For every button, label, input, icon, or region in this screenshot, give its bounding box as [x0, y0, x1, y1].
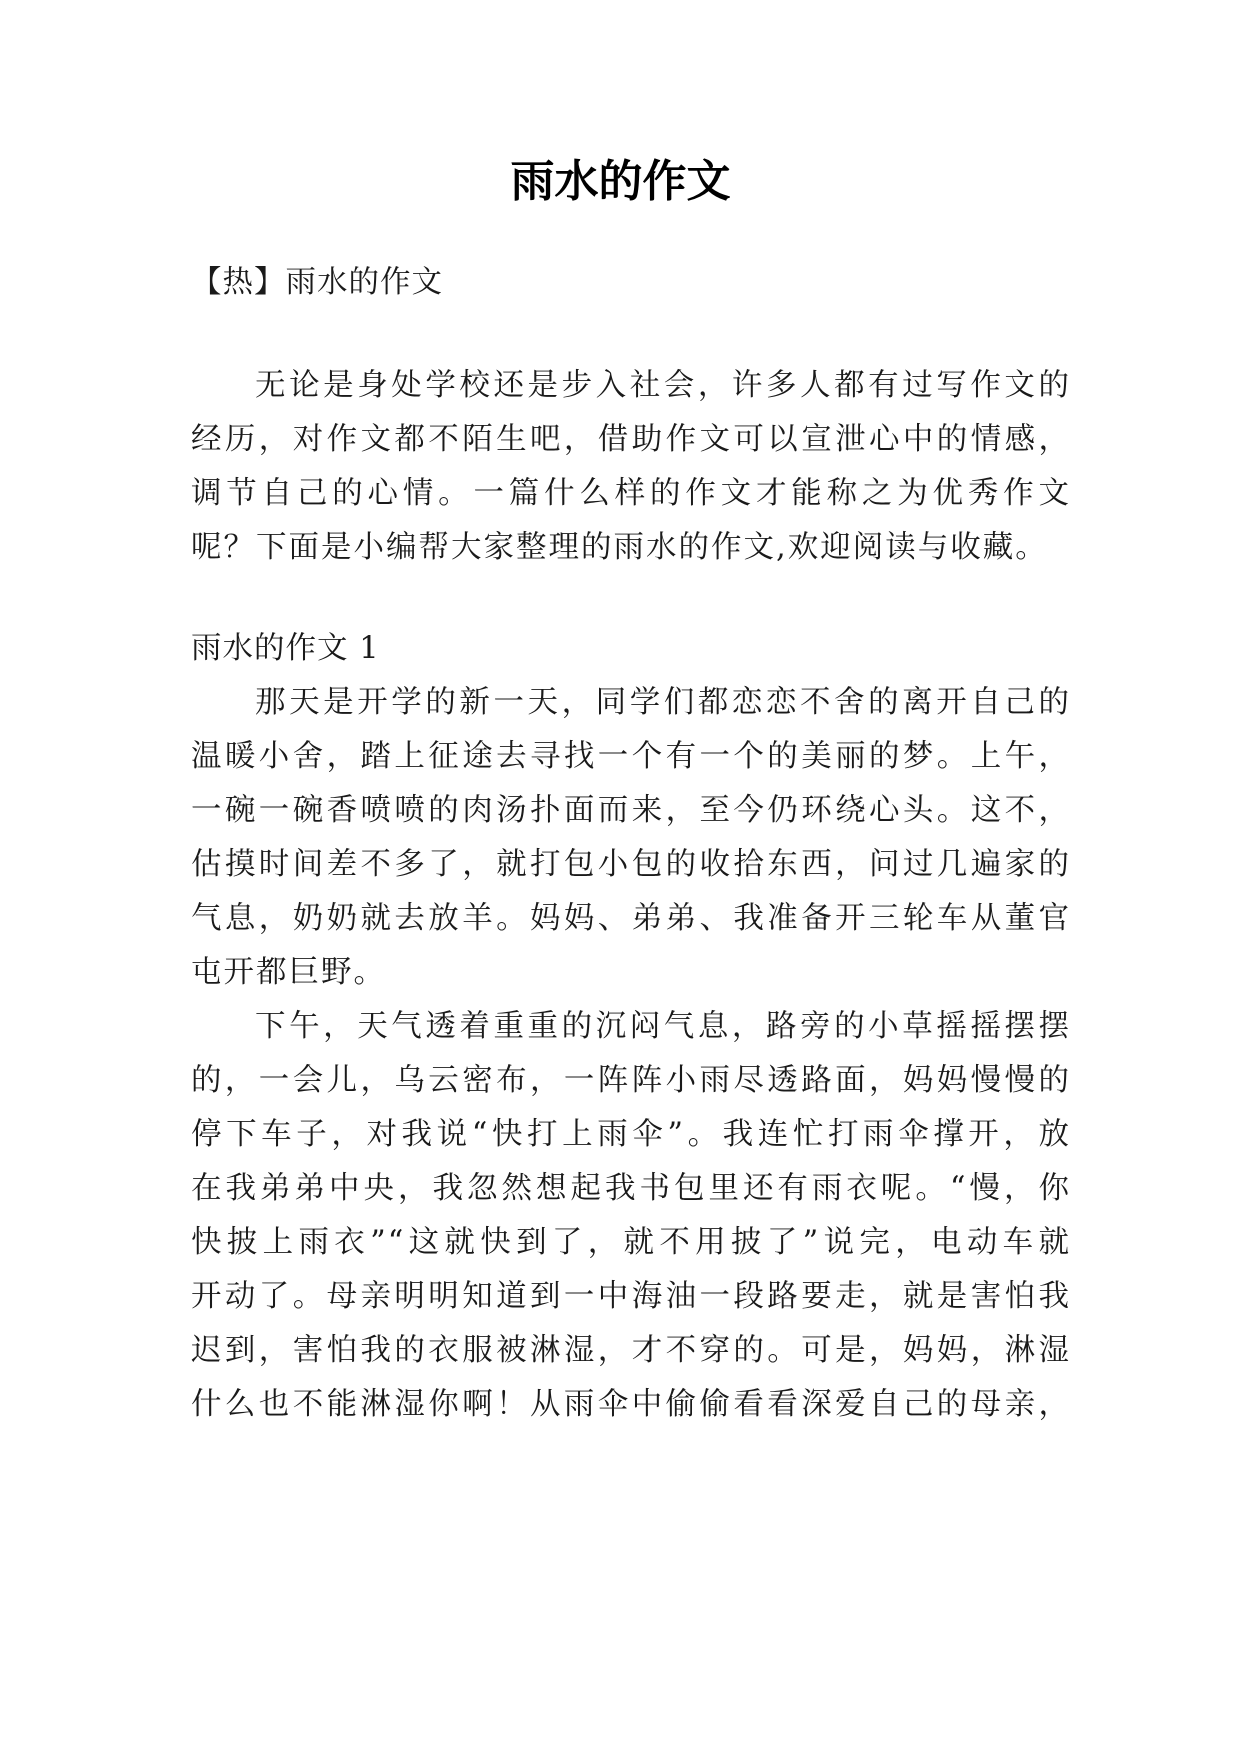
paragraph-line: 什么也不能淋湿你啊！从雨伞中偷偷看看深爱自己的母亲， [191, 1387, 1071, 1422]
section-heading: 雨水的作文 1 [191, 631, 380, 666]
intro-line: 呢？下面是小编帮大家整理的雨水的作文,欢迎阅读与收藏。 [191, 530, 1048, 565]
paragraph-line: 的，一会儿，乌云密布，一阵阵小雨尽透路面，妈妈慢慢的 [191, 1063, 1071, 1098]
paragraph-line: 下午，天气透着重重的沉闷气息，路旁的小草摇摇摆摆 [255, 1009, 1071, 1044]
paragraph-line: 迟到，害怕我的衣服被淋湿，才不穿的。可是，妈妈，淋湿 [191, 1333, 1071, 1368]
paragraph-line: 在我弟弟中央，我忽然想起我书包里还有雨衣呢。“慢，你 [191, 1171, 1071, 1206]
paragraph-line: 气息，奶奶就去放羊。妈妈、弟弟、我准备开三轮车从董官 [191, 901, 1071, 936]
paragraph-line: 停下车子，对我说“快打上雨伞”。我连忙打雨伞撑开，放 [191, 1117, 1071, 1152]
paragraph-line: 屯开都巨野。 [191, 955, 386, 990]
intro-line: 无论是身处学校还是步入社会，许多人都有过写作文的 [255, 368, 1071, 403]
paragraph-line: 那天是开学的新一天，同学们都恋恋不舍的离开自己的 [255, 685, 1071, 720]
paragraph-line: 快披上雨衣”“这就快到了，就不用披了”说完，电动车就 [191, 1225, 1071, 1260]
subtitle: 【热】雨水的作文 [191, 265, 443, 300]
paragraph-line: 估摸时间差不多了，就打包小包的收拾东西，问过几遍家的 [191, 847, 1071, 882]
paragraph-line: 开动了。母亲明明知道到一中海油一段路要走，就是害怕我 [191, 1279, 1071, 1314]
intro-line: 经历，对作文都不陌生吧，借助作文可以宣泄心中的情感， [191, 422, 1071, 457]
paragraph-line: 一碗一碗香喷喷的肉汤扑面而来，至今仍环绕心头。这不， [191, 793, 1071, 828]
paragraph-line: 温暖小舍，踏上征途去寻找一个有一个的美丽的梦。上午， [191, 739, 1071, 774]
document-title: 雨水的作文 [510, 156, 731, 207]
intro-line: 调节自己的心情。一篇什么样的作文才能称之为优秀作文 [191, 476, 1071, 511]
